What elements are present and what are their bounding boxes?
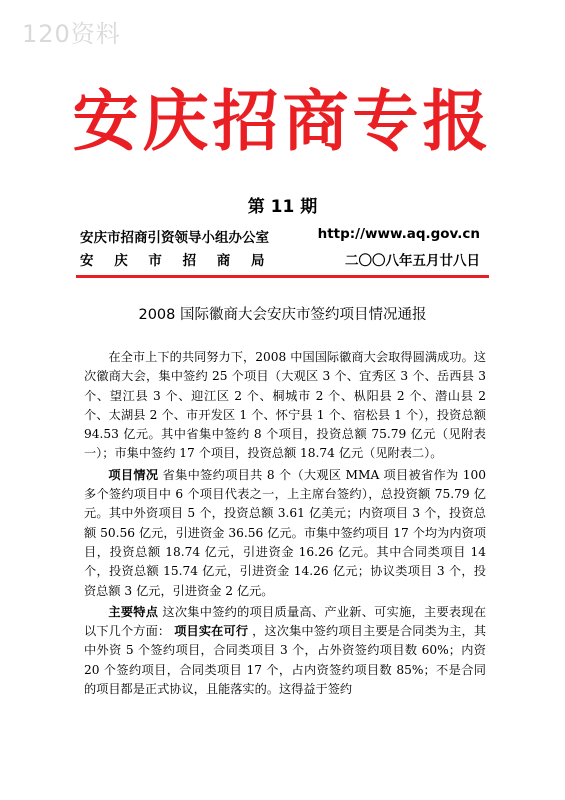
publisher-bureau: 安 庆 市 招 商 局	[80, 253, 273, 269]
document-title: 2008 国际徽商大会安庆市签约项目情况通报	[138, 307, 427, 323]
paragraph-features	[84, 603, 486, 699]
publisher-url[interactable]: http://www.aq.gov.cn	[317, 226, 480, 242]
publisher-office: 安庆市招商引资领导小组办公室	[80, 230, 269, 246]
sub-heading: 项目实在可行	[174, 624, 249, 639]
paragraph-text: ，这次集中签约项目主要是合同类为主，其中外资 5 个签约项目，合同类项目 3 个，占外资签约项目数 60%；内资 20 个签约项目，合同类项目 17 个，占内资签约项目数 85%；不是合同的项目都是正式协议，且能落实的。这得益于签约	[84, 624, 487, 697]
section-heading: 项目情况	[108, 467, 159, 482]
document-body	[84, 348, 486, 701]
paragraph-intro	[84, 348, 486, 464]
paragraph-text: 这次集中签约的项目质量高、产业新、可实施，主要表现在以下几个方面：	[84, 604, 487, 639]
watermark: 120资料	[22, 20, 121, 48]
section-heading: 主要特点	[108, 604, 159, 619]
paragraph-projects	[84, 466, 486, 601]
publisher-row	[80, 226, 480, 246]
paragraph-text: 在全市上下的共同努力下，2008 中国国际徽商大会取得圆满成功。这次徽商大会，集中签约 25 个项目（大观区 3 个、宜秀区 3 个、岳西县 3 个、望江县 3 个、迎江区 2 个、桐城市 2 个、枞阳县 2 个、潜山县 2 个、太湖县 2 个、市开发区 1 个、怀宁县 1 个、宿松县 1 个），投资总额 94.53 亿元。其中省集中签约 8 个项目，投资总额 75.79 亿元（见附表一）；市集中签约 17 个项目，投资总额 18.74 亿元（见附表二）。	[84, 350, 486, 461]
publish-date: 二〇〇八年五月廿八日	[345, 253, 480, 269]
red-divider	[76, 275, 489, 278]
issue-number: 第 11 期	[247, 197, 318, 217]
publisher-row-2	[80, 249, 480, 269]
paragraph-text: 省集中签约项目共 8 个（大观区 MMA 项目被省作为 100 多个签约项目中 6 个项目代表之一，上主席台签约），总投资额 75.79 亿元。其中外资项目 5 个，投资总额 3.61 亿美元；内资项目 3 个，投资总额 50.56 亿元，引进资金 36.56 亿元。市集中签约项目 17 个均为内资项目，投资总额 18.74 亿元，引进资金 16.26 亿元。其中合同类项目 14 个，投资总额 15.74 亿元，引进资金 14.26 亿元；协议类项目 3 个，投资总额 3 亿元，引进资金 2 亿元。	[84, 467, 487, 598]
masthead-title: 安庆招商专报	[72, 83, 493, 160]
